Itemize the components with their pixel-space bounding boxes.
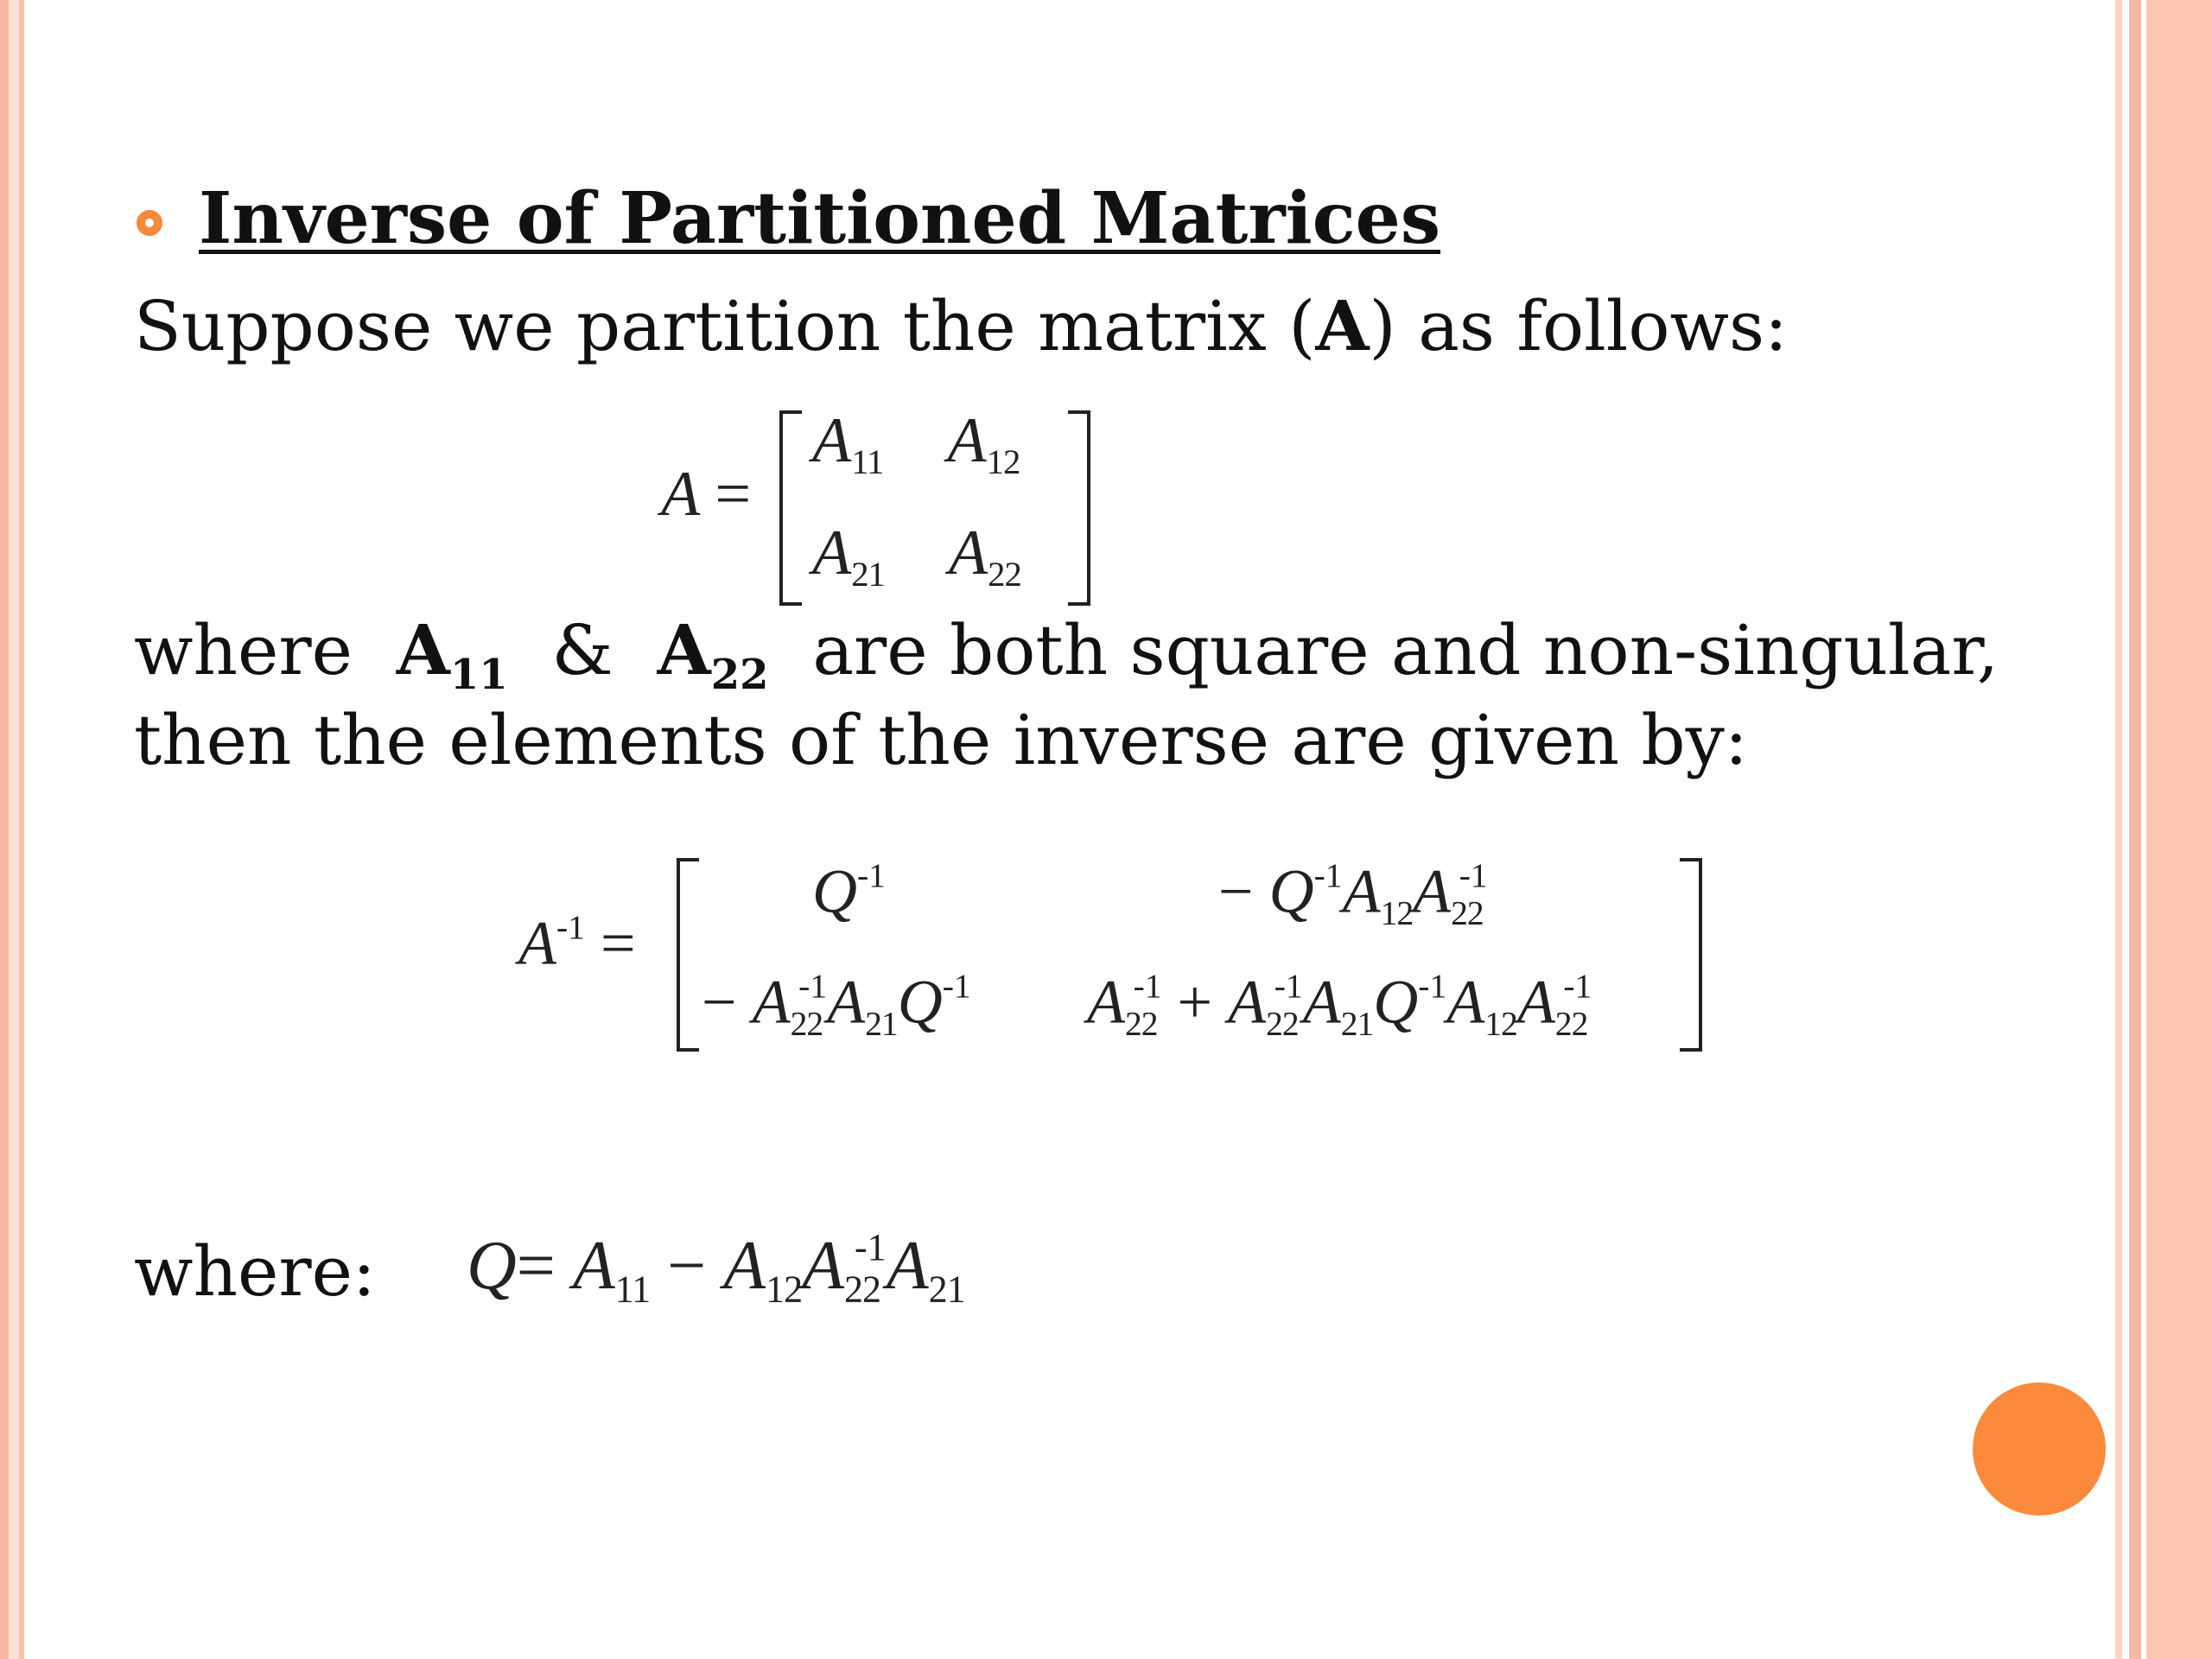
condition-line bbox=[134, 609, 1999, 699]
inverse-r1c2: − $Q^{-1}A_{12}A_{22}^{-1}$ bbox=[1218, 856, 1488, 932]
inverse-right-bracket bbox=[1680, 858, 1702, 1052]
q-definition: $Q= A_{11} - A_{12}A_{22}^{-1}A_{21}$ bbox=[467, 1226, 965, 1311]
inverse-r2c2: $A_{22}^{-1} + A_{22}^{-1}A_{21}Q^{-1}A_{12}A_{22}^{-1}$ bbox=[1087, 967, 1592, 1043]
slide-title: Inverse of Partitioned Matrices bbox=[199, 177, 1441, 260]
intro-suffix: ) as follows: bbox=[1369, 286, 1788, 366]
where-label: where: bbox=[134, 1231, 376, 1312]
inverse-left-bracket bbox=[677, 858, 699, 1052]
matrix-a-left-bracket bbox=[779, 410, 802, 606]
matrix-a-row2: $A_{21}$ $A_{22}$ bbox=[812, 518, 1021, 594]
condition-rest: are both square and non-singular, bbox=[812, 610, 1999, 690]
ampersand: & bbox=[551, 610, 613, 690]
right-border bbox=[2115, 0, 2212, 1659]
condition-where: where bbox=[134, 610, 353, 690]
a22-symbol: $A_{22}$ bbox=[657, 609, 769, 699]
inverse-r2c1: − $A_{22}^{-1}A_{21}Q^{-1}$ bbox=[702, 967, 971, 1043]
matrix-a-right-bracket bbox=[1068, 410, 1090, 606]
inverse-lhs: $A^{-1}$ = bbox=[518, 908, 636, 978]
matrix-a-lhs: A = bbox=[661, 459, 752, 530]
intro-prefix: Suppose we partition the matrix ( bbox=[134, 286, 1316, 366]
bullet-circle-icon bbox=[137, 210, 162, 236]
matrix-symbol: A bbox=[1315, 285, 1370, 366]
matrix-a-row1: $A_{11}$ $A_{12}$ bbox=[812, 405, 1020, 482]
inverse-intro-line: then the elements of the inverse are given by: bbox=[134, 700, 1748, 780]
left-border bbox=[0, 0, 26, 1659]
a11-symbol: $A_{11}$ bbox=[396, 609, 508, 699]
orange-circle-decoration bbox=[1973, 1382, 2106, 1516]
inverse-r1c1: $Q^{-1}$ bbox=[812, 856, 886, 926]
intro-line bbox=[134, 285, 1788, 366]
